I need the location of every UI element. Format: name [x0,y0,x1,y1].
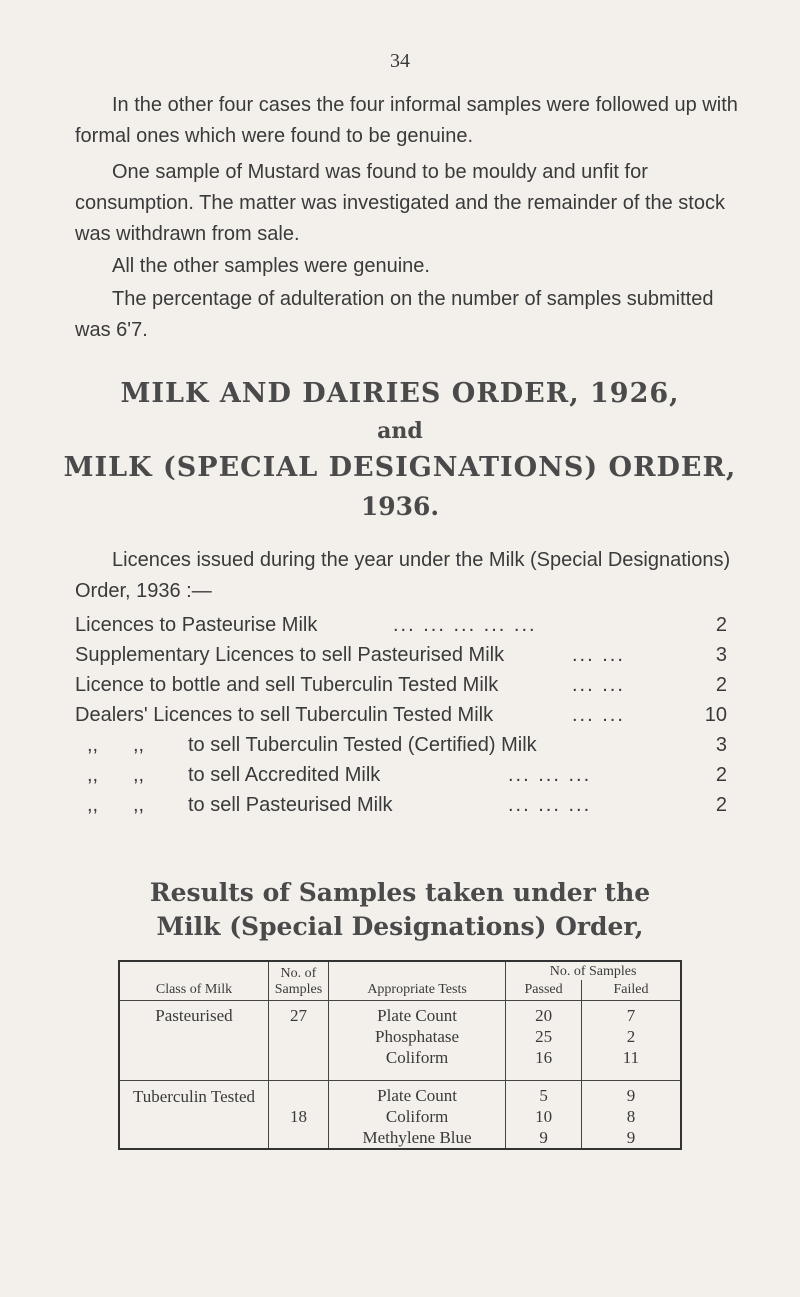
failed-cell: 7 [581,1001,681,1027]
samples-cell: 18 [268,1081,328,1150]
licence-row [75,734,727,764]
failed-cell: 9 [581,1127,681,1149]
passed-cell: 16 [506,1047,582,1081]
licence-label: to sell Accredited Milk [188,764,381,786]
licence-label: to sell Pasteurised Milk [188,794,393,816]
table-header-row [119,961,681,980]
test-cell: Methylene Blue [328,1127,505,1149]
table-row [119,1001,681,1027]
licence-count: 3 [715,644,727,666]
col-header-tests: Appropriate Tests [328,961,505,1001]
passed-cell: 9 [506,1127,582,1149]
licence-row [75,674,727,704]
licence-count: 2 [715,674,727,696]
paragraph-4: The percentage of adulteration on the number of samples submitted was 6'7. [75,288,714,341]
passed-cell: 10 [506,1106,582,1127]
passed-cell: 20 [506,1001,582,1027]
heading-line-2: and [377,418,423,444]
col-header-no-of-samples: No. of Samples [506,961,681,980]
passed-cell: 25 [506,1026,582,1047]
paragraph-2: One sample of Mustard was found to be mouldy and unfit for consumption. The matter was investigated and the remainder of the stock was withdrawn from sale. [75,161,725,245]
ditto-mark: ,, [87,764,99,786]
heading-line-1: MILK AND DAIRIES ORDER, 1926, [120,378,680,409]
test-cell: Coliform [328,1106,505,1127]
licence-row [75,794,727,824]
licence-row [75,644,727,674]
leader-dots: ... ... [572,704,625,726]
licence-count: 2 [715,764,727,786]
col-header-class: Class of Milk [119,961,268,1001]
licence-label: Supplementary Licences to sell Pasteurised Milk [75,644,505,666]
ditto-mark: ,, [87,734,99,756]
licences-intro: Licences issued during the year under the Milk (Special Designations) Order, 1936 :— [75,549,731,602]
col-header-failed: Failed [581,980,681,1001]
licence-label: Licence to bottle and sell Tuberculin Tested Milk [75,674,499,696]
test-cell: Phosphatase [328,1026,505,1047]
failed-cell: 2 [581,1026,681,1047]
licence-row [75,764,727,794]
class-cell: Pasteurised [119,1001,268,1081]
table-row [119,1081,681,1107]
licence-row [75,704,727,734]
samples-cell: 27 [268,1001,328,1081]
ditto-mark: ,, [133,794,145,816]
failed-cell: 9 [581,1081,681,1107]
ditto-mark: ,, [133,764,145,786]
licence-label: Licences to Pasteurise Milk [75,614,318,636]
leader-dots: ... ... ... [508,764,592,786]
page-number: 34 [390,50,410,72]
paragraph-1: In the other four cases the four informal samples were followed up with formal ones which were found to be genuine. [75,94,738,147]
heading-line-4: 1936. [360,492,440,521]
ditto-mark: ,, [87,794,99,816]
results-heading-line-2: Milk (Special Designations) Order, [156,912,644,941]
leader-dots: ... ... ... [508,794,592,816]
licence-count: 3 [715,734,727,756]
leader-dots: ... ... ... ... ... [393,614,537,636]
passed-cell: 5 [506,1081,582,1107]
licence-label: to sell Tuberculin Tested (Certified) Milk [188,734,537,756]
licence-count: 2 [715,794,727,816]
leader-dots: ... ... [572,674,625,696]
results-heading-line-1: Results of Samples taken under the [149,878,651,907]
licence-row [75,614,727,644]
paragraph-3: All the other samples were genuine. [112,255,430,277]
licence-count: 2 [715,614,727,636]
test-cell: Plate Count [328,1081,505,1107]
results-table [118,960,682,1150]
licence-count: 10 [704,704,727,726]
class-cell: Tuberculin Tested [119,1081,268,1150]
test-cell: Plate Count [328,1001,505,1027]
test-cell: Coliform [328,1047,505,1081]
leader-dots: ... ... [572,644,625,666]
failed-cell: 8 [581,1106,681,1127]
col-header-no-samples: No. of Samples [268,961,328,1001]
heading-line-3: MILK (SPECIAL DESIGNATIONS) ORDER, [63,452,737,483]
failed-cell: 11 [581,1047,681,1081]
licence-label: Dealers' Licences to sell Tuberculin Tested Milk [75,704,494,726]
col-header-passed: Passed [506,980,582,1001]
ditto-mark: ,, [133,734,145,756]
